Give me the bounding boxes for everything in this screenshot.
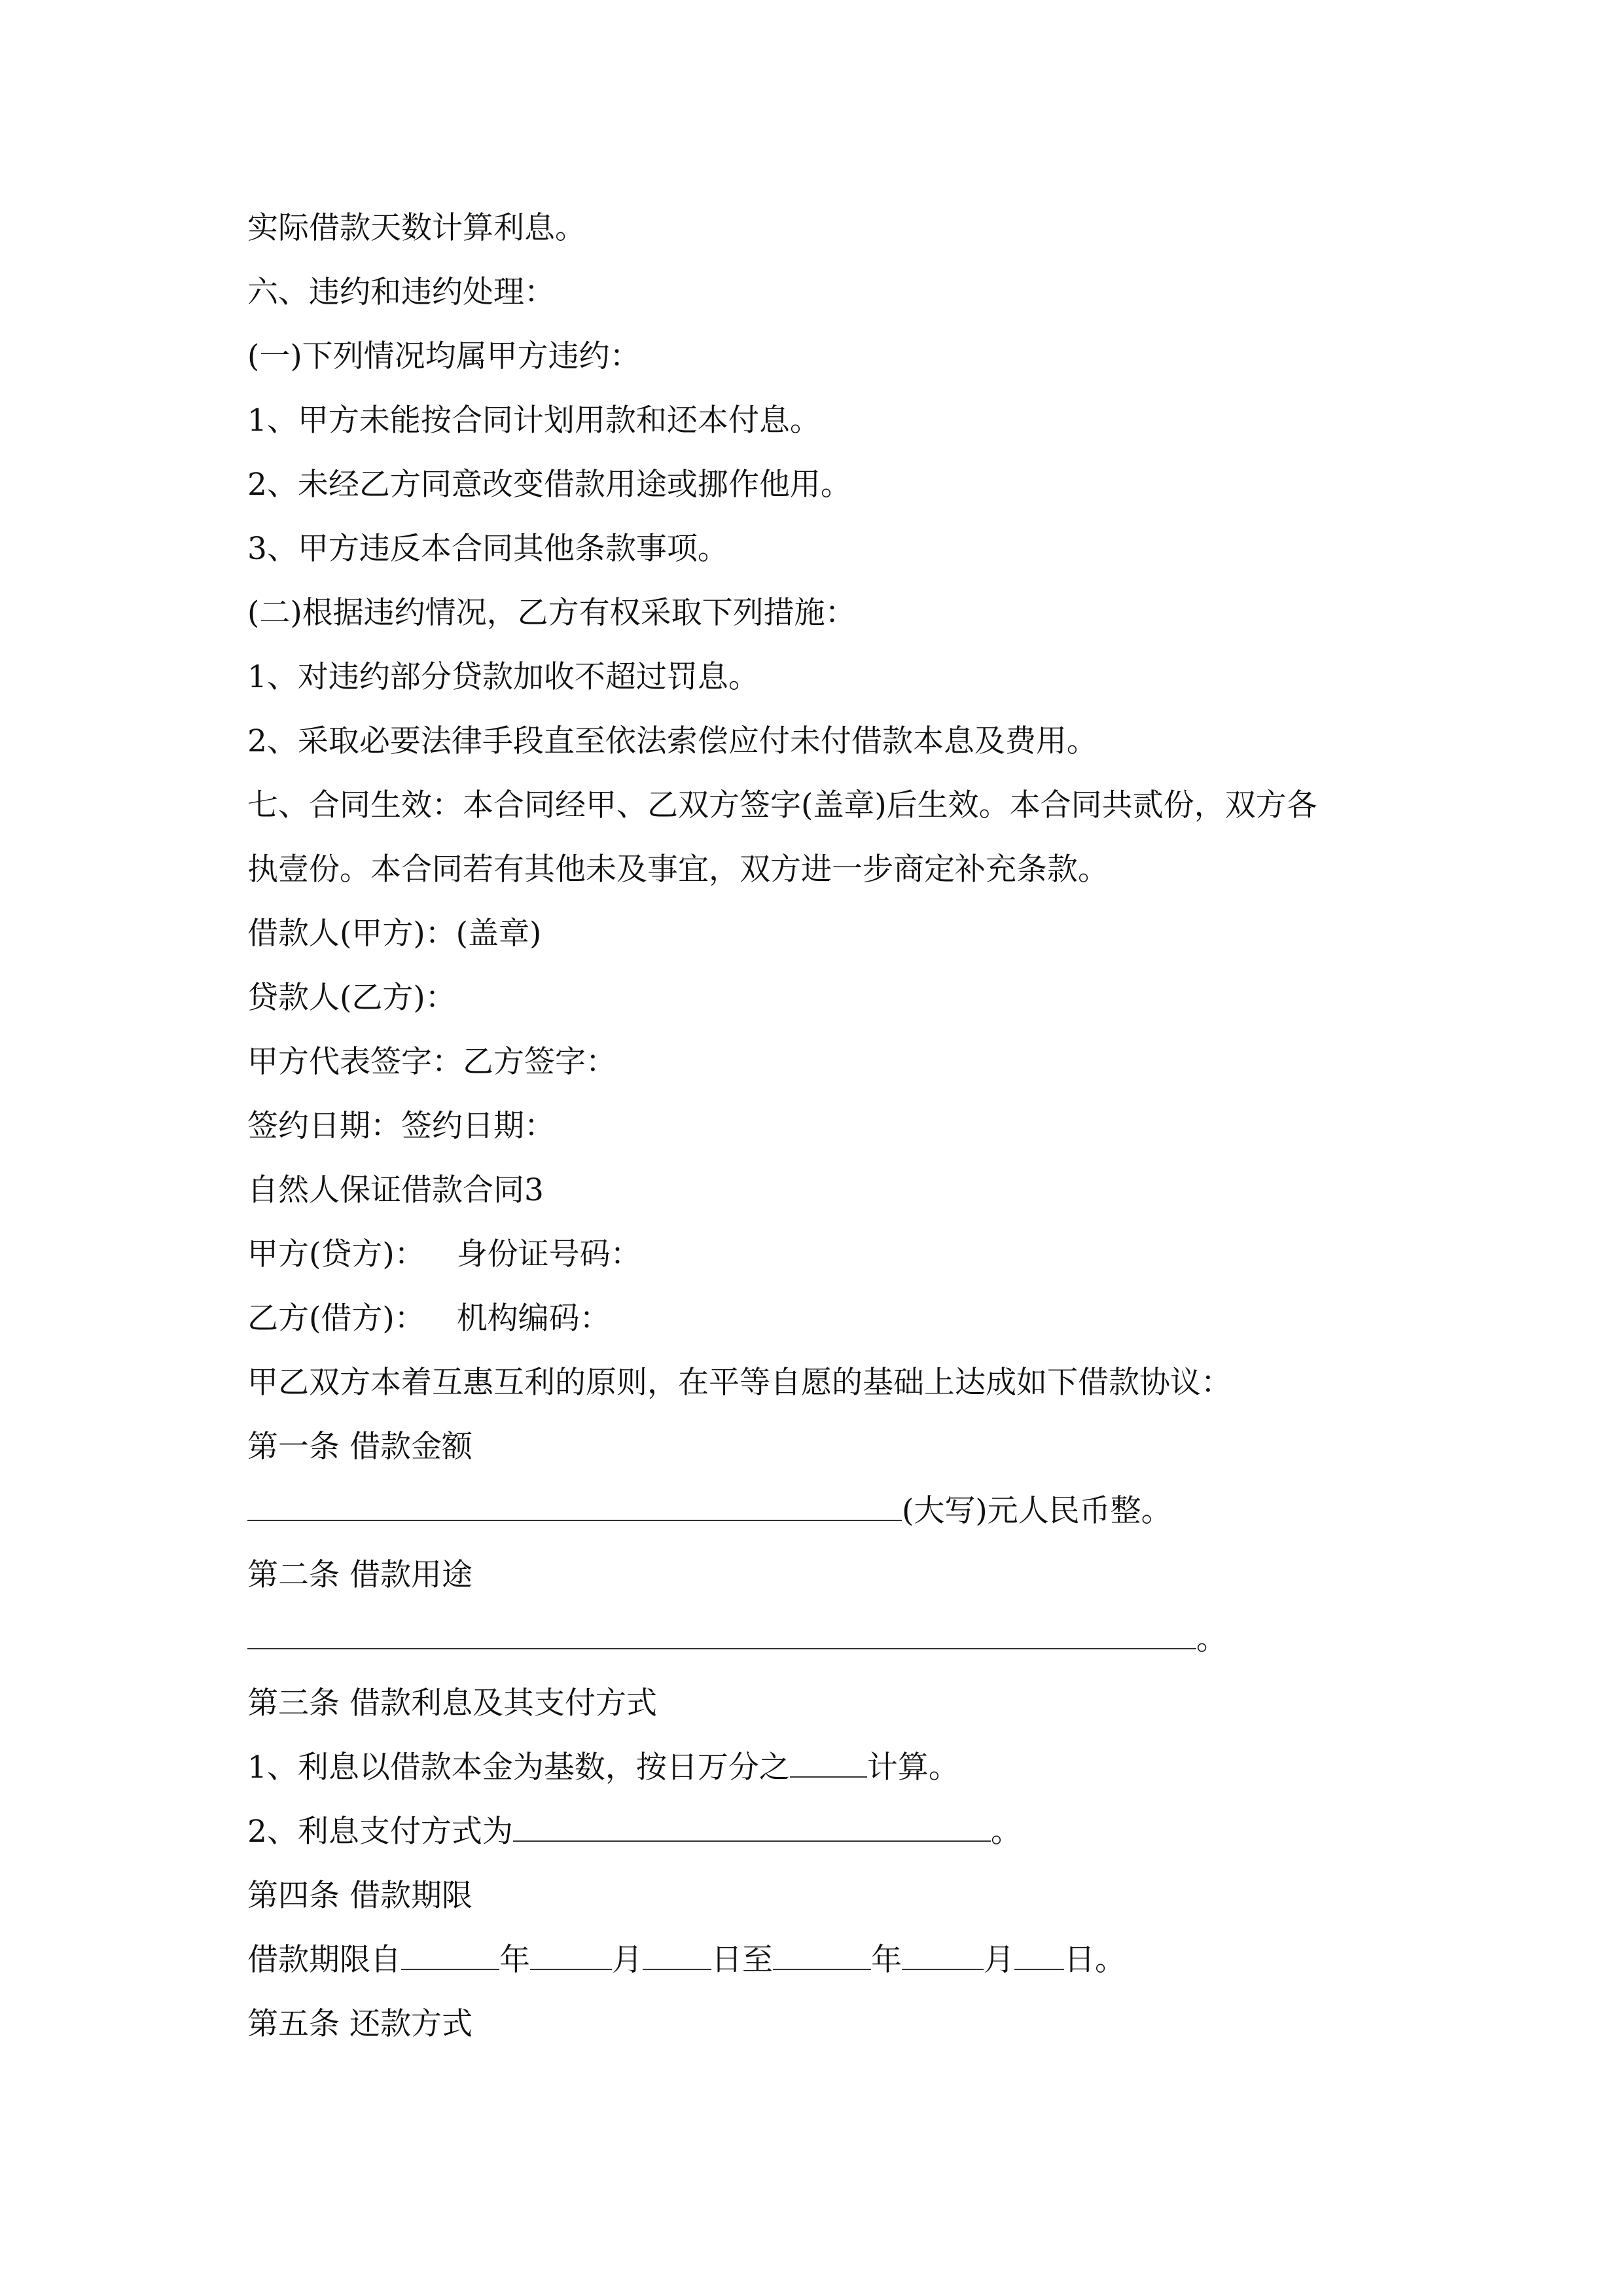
start-year-blank[interactable]	[401, 1928, 499, 1970]
signing-date-line: 签约日期：签约日期：	[247, 1108, 555, 1144]
article-3-heading	[247, 1672, 1412, 1736]
interest-payment-prefix: 2、利息支付方式为	[247, 1814, 513, 1850]
borrower-signature-line: 借款人(甲方)：(盖章)	[247, 916, 542, 952]
loan-term-line	[247, 1928, 1412, 1992]
end-month-label: 月	[984, 1942, 1014, 1978]
article-4-heading	[247, 1864, 1412, 1928]
agreement-intro: 甲乙双方本着互惠互利的原则，在平等自愿的基础上达成如下借款协议：	[247, 1365, 1232, 1401]
article-5-number: 第五条	[247, 2006, 340, 2042]
lender-signature-line: 贷款人(乙方)：	[247, 980, 456, 1016]
article-2-name: 借款用途	[349, 1557, 473, 1593]
party-b-code-field: 机构编码：	[456, 1300, 611, 1336]
interest-rate-blank[interactable]	[790, 1736, 867, 1778]
loan-amount-blank[interactable]	[247, 1479, 902, 1521]
party-a-line	[247, 1223, 1412, 1287]
article-3-name: 借款利息及其支付方式	[349, 1685, 657, 1721]
interest-payment-suffix: 。	[990, 1814, 1022, 1850]
article-1-name: 借款金额	[349, 1429, 473, 1465]
end-year-blank[interactable]	[773, 1928, 871, 1970]
loan-amount-line	[247, 1479, 1412, 1543]
breach-subheading-1: (一)下列情况均属甲方违约：	[247, 338, 641, 374]
loan-purpose-suffix: 。	[1196, 1621, 1227, 1657]
start-day-blank[interactable]	[643, 1928, 711, 1970]
measure-item-2: 2、采取必要法律手段直至依法索偿应付未付借款本息及费用。	[247, 723, 1097, 759]
party-b-label: 乙方(借方)：	[247, 1300, 425, 1336]
start-month-label: 月	[612, 1942, 643, 1978]
article-5-heading	[247, 1992, 1412, 2056]
loan-purpose-line	[247, 1607, 1412, 1672]
loan-purpose-blank[interactable]	[247, 1607, 1196, 1649]
breach-item-2: 2、未经乙方同意改变借款用途或挪作他用。	[247, 467, 851, 503]
interest-rate-line	[247, 1736, 1412, 1800]
interest-rate-prefix: 1、利息以借款本金为基数，按日万分之	[247, 1749, 790, 1785]
party-a-label: 甲方(贷方)：	[247, 1236, 425, 1272]
party-a-id-field: 身份证号码：	[456, 1236, 641, 1272]
article-2-number: 第二条	[247, 1557, 340, 1593]
loan-amount-suffix: (大写)元人民币整。	[902, 1493, 1172, 1529]
text-line-interest-days: 实际借款天数计算利息。	[247, 210, 586, 246]
loan-term-prefix: 借款期限自	[247, 1942, 401, 1978]
contract-title: 自然人保证借款合同3	[247, 1172, 544, 1208]
interest-payment-line	[247, 1800, 1412, 1864]
breach-item-1: 1、甲方未能按合同计划用款和还本付息。	[247, 403, 821, 439]
effectiveness-clause-line-1: 七、合同生效：本合同经甲、乙双方签字(盖章)后生效。本合同共贰份，双方各	[247, 787, 1317, 823]
contract-body	[247, 196, 1412, 2056]
breach-subheading-2: (二)根据违约情况，乙方有权采取下列措施：	[247, 595, 856, 631]
end-day-blank[interactable]	[1014, 1928, 1064, 1970]
end-month-blank[interactable]	[902, 1928, 984, 1970]
article-2-heading	[247, 1543, 1412, 1607]
breach-item-3: 3、甲方违反本合同其他条款事项。	[247, 531, 728, 567]
measure-item-1: 1、对违约部分贷款加收不超过罚息。	[247, 659, 759, 695]
article-1-heading	[247, 1415, 1412, 1479]
end-year-label: 年	[871, 1942, 902, 1978]
article-4-number: 第四条	[247, 1878, 340, 1914]
interest-rate-suffix: 计算。	[866, 1749, 959, 1785]
representative-signature-line: 甲方代表签字：乙方签字：	[247, 1044, 616, 1080]
party-b-line	[247, 1287, 1412, 1351]
article-5-name: 还款方式	[349, 2006, 473, 2042]
article-3-number: 第三条	[247, 1685, 340, 1721]
article-1-number: 第一条	[247, 1429, 340, 1465]
start-day-label: 日至	[711, 1942, 773, 1978]
section-breach-heading: 六、违约和违约处理：	[247, 274, 555, 310]
interest-payment-blank[interactable]	[513, 1800, 991, 1842]
effectiveness-clause-line-2: 执壹份。本合同若有其他未及事宜，双方进一步商定补充条款。	[247, 852, 1109, 888]
article-4-name: 借款期限	[349, 1878, 473, 1914]
start-month-blank[interactable]	[530, 1928, 612, 1970]
start-year-label: 年	[499, 1942, 530, 1978]
end-day-label: 日。	[1064, 1942, 1126, 1978]
